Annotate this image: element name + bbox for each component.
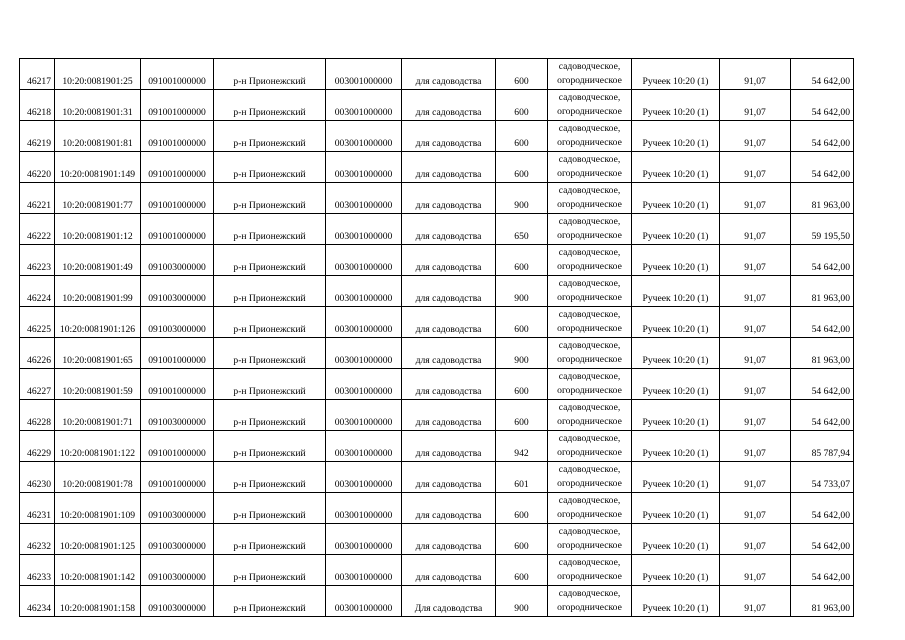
okato-code-cell: 091003000000 [141, 555, 214, 586]
use-category-cell [548, 493, 632, 524]
use-category-line: огородническое [557, 602, 622, 613]
use-category-line: садоводческое, [558, 588, 621, 599]
cadastral-number-cell: 10:20:0081901:81 [55, 121, 141, 152]
specific-value-cell: 91,07 [720, 586, 791, 617]
area-cell: 600 [496, 90, 548, 121]
valuation-zone-cell: Ручеек 10:20 (1) [632, 555, 720, 586]
valuation-zone-cell: Ручеек 10:20 (1) [632, 152, 720, 183]
cadastral-number-cell: 10:20:0081901:12 [55, 214, 141, 245]
cadastral-value-cell: 54 642,00 [791, 400, 854, 431]
use-category-line: огородническое [557, 261, 622, 272]
table-row [20, 431, 854, 462]
locality-code-cell: 003001000000 [326, 524, 402, 555]
okato-code-cell: 091003000000 [141, 276, 214, 307]
cadastral-value-cell: 81 963,00 [791, 183, 854, 214]
use-category-line: садоводческое, [558, 464, 621, 475]
district-cell: р-н Прионежский [214, 524, 326, 555]
use-category-line: огородническое [557, 292, 622, 303]
valuation-zone-cell: Ручеек 10:20 (1) [632, 121, 720, 152]
cadastral-number-cell: 10:20:0081901:31 [55, 90, 141, 121]
use-category-line: огородническое [557, 571, 622, 582]
cadastral-number-cell: 10:20:0081901:149 [55, 152, 141, 183]
district-cell: р-н Прионежский [214, 245, 326, 276]
locality-code-cell: 003001000000 [326, 152, 402, 183]
locality-code-cell: 003001000000 [326, 59, 402, 90]
use-category-line: огородническое [557, 385, 622, 396]
district-cell: р-н Прионежский [214, 276, 326, 307]
area-cell: 600 [496, 152, 548, 183]
cadastral-number-cell: 10:20:0081901:65 [55, 338, 141, 369]
specific-value-cell: 91,07 [720, 214, 791, 245]
specific-value-cell: 91,07 [720, 431, 791, 462]
table-row [20, 338, 854, 369]
permitted-use-cell: для садоводства [402, 214, 496, 245]
use-category-line: садоводческое, [558, 247, 621, 258]
table-row [20, 586, 854, 617]
specific-value-cell: 91,07 [720, 338, 791, 369]
okato-code-cell: 091003000000 [141, 586, 214, 617]
valuation-zone-cell: Ручеек 10:20 (1) [632, 586, 720, 617]
use-category-line: садоводческое, [558, 526, 621, 537]
use-category-cell [548, 338, 632, 369]
okato-code-cell: 091003000000 [141, 245, 214, 276]
cadastral-value-cell: 54 642,00 [791, 59, 854, 90]
permitted-use-cell: для садоводства [402, 369, 496, 400]
locality-code-cell: 003001000000 [326, 121, 402, 152]
locality-code-cell: 003001000000 [326, 462, 402, 493]
permitted-use-cell: для садоводства [402, 524, 496, 555]
table-row [20, 152, 854, 183]
use-category-line: огородническое [557, 137, 622, 148]
permitted-use-cell: для садоводства [402, 183, 496, 214]
okato-code-cell: 091001000000 [141, 152, 214, 183]
permitted-use-cell: для садоводства [402, 90, 496, 121]
record-id-cell: 46229 [20, 431, 55, 462]
district-cell: р-н Прионежский [214, 462, 326, 493]
district-cell: р-н Прионежский [214, 586, 326, 617]
valuation-zone-cell: Ручеек 10:20 (1) [632, 245, 720, 276]
specific-value-cell: 91,07 [720, 369, 791, 400]
use-category-cell [548, 121, 632, 152]
permitted-use-cell: для садоводства [402, 400, 496, 431]
table-row [20, 245, 854, 276]
table-row [20, 462, 854, 493]
use-category-line: огородническое [557, 447, 622, 458]
permitted-use-cell: для садоводства [402, 307, 496, 338]
use-category-cell [548, 369, 632, 400]
table-row [20, 214, 854, 245]
cadastral-number-cell: 10:20:0081901:77 [55, 183, 141, 214]
okato-code-cell: 091001000000 [141, 214, 214, 245]
locality-code-cell: 003001000000 [326, 214, 402, 245]
permitted-use-cell: для садоводства [402, 493, 496, 524]
table-row [20, 59, 854, 90]
district-cell: р-н Прионежский [214, 307, 326, 338]
cadastral-value-cell: 54 733,07 [791, 462, 854, 493]
locality-code-cell: 003001000000 [326, 307, 402, 338]
specific-value-cell: 91,07 [720, 307, 791, 338]
specific-value-cell: 91,07 [720, 493, 791, 524]
permitted-use-cell: для садоводства [402, 276, 496, 307]
use-category-cell [548, 462, 632, 493]
use-category-line: огородническое [557, 323, 622, 334]
district-cell: р-н Прионежский [214, 493, 326, 524]
locality-code-cell: 003001000000 [326, 493, 402, 524]
record-id-cell: 46225 [20, 307, 55, 338]
okato-code-cell: 091001000000 [141, 369, 214, 400]
permitted-use-cell: для садоводства [402, 462, 496, 493]
area-cell: 600 [496, 307, 548, 338]
permitted-use-cell: для садоводства [402, 431, 496, 462]
record-id-cell: 46218 [20, 90, 55, 121]
specific-value-cell: 91,07 [720, 121, 791, 152]
cadastral-value-cell: 59 195,50 [791, 214, 854, 245]
use-category-line: садоводческое, [558, 433, 621, 444]
table-row [20, 307, 854, 338]
record-id-cell: 46228 [20, 400, 55, 431]
record-id-cell: 46234 [20, 586, 55, 617]
use-category-line: садоводческое, [558, 340, 621, 351]
use-category-line: огородническое [557, 230, 622, 241]
use-category-line: садоводческое, [558, 371, 621, 382]
okato-code-cell: 091001000000 [141, 338, 214, 369]
use-category-cell [548, 431, 632, 462]
okato-code-cell: 091001000000 [141, 462, 214, 493]
area-cell: 900 [496, 338, 548, 369]
use-category-cell [548, 214, 632, 245]
area-cell: 600 [496, 121, 548, 152]
record-id-cell: 46226 [20, 338, 55, 369]
record-id-cell: 46219 [20, 121, 55, 152]
cadastral-number-cell: 10:20:0081901:125 [55, 524, 141, 555]
use-category-cell [548, 245, 632, 276]
permitted-use-cell: Для садоводства [402, 586, 496, 617]
cadastral-value-cell: 54 642,00 [791, 555, 854, 586]
specific-value-cell: 91,07 [720, 59, 791, 90]
cadastral-number-cell: 10:20:0081901:99 [55, 276, 141, 307]
specific-value-cell: 91,07 [720, 462, 791, 493]
specific-value-cell: 91,07 [720, 152, 791, 183]
locality-code-cell: 003001000000 [326, 555, 402, 586]
valuation-zone-cell: Ручеек 10:20 (1) [632, 431, 720, 462]
valuation-zone-cell: Ручеек 10:20 (1) [632, 338, 720, 369]
use-category-line: садоводческое, [558, 61, 621, 72]
locality-code-cell: 003001000000 [326, 400, 402, 431]
table-row [20, 555, 854, 586]
use-category-line: огородническое [557, 354, 622, 365]
cadastral-number-cell: 10:20:0081901:78 [55, 462, 141, 493]
record-id-cell: 46230 [20, 462, 55, 493]
specific-value-cell: 91,07 [720, 276, 791, 307]
locality-code-cell: 003001000000 [326, 183, 402, 214]
use-category-line: садоводческое, [558, 278, 621, 289]
cadastral-number-cell: 10:20:0081901:122 [55, 431, 141, 462]
cadastral-number-cell: 10:20:0081901:142 [55, 555, 141, 586]
record-id-cell: 46227 [20, 369, 55, 400]
cadastral-number-cell: 10:20:0081901:25 [55, 59, 141, 90]
use-category-line: садоводческое, [558, 495, 621, 506]
use-category-line: огородническое [557, 199, 622, 210]
okato-code-cell: 091001000000 [141, 183, 214, 214]
permitted-use-cell: для садоводства [402, 338, 496, 369]
specific-value-cell: 91,07 [720, 555, 791, 586]
use-category-line: садоводческое, [558, 154, 621, 165]
table-row [20, 90, 854, 121]
valuation-zone-cell: Ручеек 10:20 (1) [632, 524, 720, 555]
specific-value-cell: 91,07 [720, 183, 791, 214]
locality-code-cell: 003001000000 [326, 90, 402, 121]
cadastral-number-cell: 10:20:0081901:126 [55, 307, 141, 338]
area-cell: 600 [496, 493, 548, 524]
specific-value-cell: 91,07 [720, 524, 791, 555]
locality-code-cell: 003001000000 [326, 586, 402, 617]
district-cell: р-н Прионежский [214, 555, 326, 586]
valuation-zone-cell: Ручеек 10:20 (1) [632, 214, 720, 245]
locality-code-cell: 003001000000 [326, 245, 402, 276]
valuation-table [19, 58, 854, 617]
valuation-zone-cell: Ручеек 10:20 (1) [632, 493, 720, 524]
record-id-cell: 46220 [20, 152, 55, 183]
specific-value-cell: 91,07 [720, 245, 791, 276]
okato-code-cell: 091001000000 [141, 431, 214, 462]
area-cell: 650 [496, 214, 548, 245]
cadastral-value-cell: 54 642,00 [791, 369, 854, 400]
cadastral-number-cell: 10:20:0081901:59 [55, 369, 141, 400]
use-category-line: садоводческое, [558, 309, 621, 320]
district-cell: р-н Прионежский [214, 338, 326, 369]
table-row [20, 524, 854, 555]
table-row [20, 493, 854, 524]
valuation-zone-cell: Ручеек 10:20 (1) [632, 276, 720, 307]
use-category-line: огородническое [557, 75, 622, 86]
record-id-cell: 46232 [20, 524, 55, 555]
cadastral-value-cell: 54 642,00 [791, 90, 854, 121]
specific-value-cell: 91,07 [720, 400, 791, 431]
record-id-cell: 46217 [20, 59, 55, 90]
use-category-line: садоводческое, [558, 402, 621, 413]
okato-code-cell: 091003000000 [141, 493, 214, 524]
area-cell: 600 [496, 59, 548, 90]
area-cell: 601 [496, 462, 548, 493]
area-cell: 600 [496, 245, 548, 276]
use-category-cell [548, 59, 632, 90]
district-cell: р-н Прионежский [214, 369, 326, 400]
cadastral-value-cell: 81 963,00 [791, 338, 854, 369]
area-cell: 900 [496, 586, 548, 617]
use-category-cell [548, 586, 632, 617]
record-id-cell: 46224 [20, 276, 55, 307]
cadastral-value-cell: 54 642,00 [791, 307, 854, 338]
record-id-cell: 46231 [20, 493, 55, 524]
area-cell: 942 [496, 431, 548, 462]
district-cell: р-н Прионежский [214, 90, 326, 121]
table-body [20, 59, 854, 617]
cadastral-number-cell: 10:20:0081901:71 [55, 400, 141, 431]
use-category-line: огородническое [557, 478, 622, 489]
valuation-zone-cell: Ручеек 10:20 (1) [632, 90, 720, 121]
use-category-line: огородническое [557, 106, 622, 117]
record-id-cell: 46221 [20, 183, 55, 214]
area-cell: 600 [496, 524, 548, 555]
use-category-line: садоводческое, [558, 123, 621, 134]
use-category-line: садоводческое, [558, 557, 621, 568]
use-category-cell [548, 524, 632, 555]
valuation-zone-cell: Ручеек 10:20 (1) [632, 59, 720, 90]
use-category-line: огородническое [557, 168, 622, 179]
permitted-use-cell: для садоводства [402, 59, 496, 90]
valuation-zone-cell: Ручеек 10:20 (1) [632, 369, 720, 400]
okato-code-cell: 091003000000 [141, 400, 214, 431]
use-category-cell [548, 555, 632, 586]
okato-code-cell: 091001000000 [141, 59, 214, 90]
district-cell: р-н Прионежский [214, 59, 326, 90]
specific-value-cell: 91,07 [720, 90, 791, 121]
use-category-line: огородническое [557, 509, 622, 520]
use-category-cell [548, 307, 632, 338]
cadastral-value-cell: 81 963,00 [791, 586, 854, 617]
cadastral-value-cell: 54 642,00 [791, 245, 854, 276]
record-id-cell: 46223 [20, 245, 55, 276]
area-cell: 900 [496, 276, 548, 307]
use-category-cell [548, 183, 632, 214]
district-cell: р-н Прионежский [214, 183, 326, 214]
district-cell: р-н Прионежский [214, 431, 326, 462]
cadastral-value-cell: 54 642,00 [791, 524, 854, 555]
cadastral-value-cell: 54 642,00 [791, 152, 854, 183]
use-category-cell [548, 400, 632, 431]
cadastral-value-cell: 81 963,00 [791, 276, 854, 307]
permitted-use-cell: для садоводства [402, 555, 496, 586]
use-category-line: огородническое [557, 416, 622, 427]
table-row [20, 183, 854, 214]
valuation-zone-cell: Ручеек 10:20 (1) [632, 183, 720, 214]
cadastral-value-cell: 85 787,94 [791, 431, 854, 462]
cadastral-value-cell: 54 642,00 [791, 121, 854, 152]
district-cell: р-н Прионежский [214, 121, 326, 152]
area-cell: 600 [496, 555, 548, 586]
use-category-line: садоводческое, [558, 185, 621, 196]
use-category-cell [548, 90, 632, 121]
cadastral-value-cell: 54 642,00 [791, 493, 854, 524]
locality-code-cell: 003001000000 [326, 431, 402, 462]
table-row [20, 369, 854, 400]
cadastral-number-cell: 10:20:0081901:158 [55, 586, 141, 617]
okato-code-cell: 091003000000 [141, 524, 214, 555]
area-cell: 600 [496, 369, 548, 400]
okato-code-cell: 091001000000 [141, 121, 214, 152]
okato-code-cell: 091003000000 [141, 307, 214, 338]
table-row [20, 121, 854, 152]
district-cell: р-н Прионежский [214, 152, 326, 183]
valuation-zone-cell: Ручеек 10:20 (1) [632, 307, 720, 338]
okato-code-cell: 091001000000 [141, 90, 214, 121]
table-row [20, 400, 854, 431]
record-id-cell: 46222 [20, 214, 55, 245]
use-category-cell [548, 152, 632, 183]
use-category-line: садоводческое, [558, 216, 621, 227]
locality-code-cell: 003001000000 [326, 276, 402, 307]
area-cell: 600 [496, 400, 548, 431]
locality-code-cell: 003001000000 [326, 369, 402, 400]
use-category-cell [548, 276, 632, 307]
locality-code-cell: 003001000000 [326, 338, 402, 369]
use-category-line: огородническое [557, 540, 622, 551]
table-row [20, 276, 854, 307]
permitted-use-cell: для садоводства [402, 152, 496, 183]
cadastral-number-cell: 10:20:0081901:109 [55, 493, 141, 524]
valuation-zone-cell: Ручеек 10:20 (1) [632, 400, 720, 431]
area-cell: 900 [496, 183, 548, 214]
permitted-use-cell: для садоводства [402, 245, 496, 276]
use-category-line: садоводческое, [558, 92, 621, 103]
record-id-cell: 46233 [20, 555, 55, 586]
district-cell: р-н Прионежский [214, 214, 326, 245]
district-cell: р-н Прионежский [214, 400, 326, 431]
permitted-use-cell: для садоводства [402, 121, 496, 152]
cadastral-number-cell: 10:20:0081901:49 [55, 245, 141, 276]
valuation-zone-cell: Ручеек 10:20 (1) [632, 462, 720, 493]
